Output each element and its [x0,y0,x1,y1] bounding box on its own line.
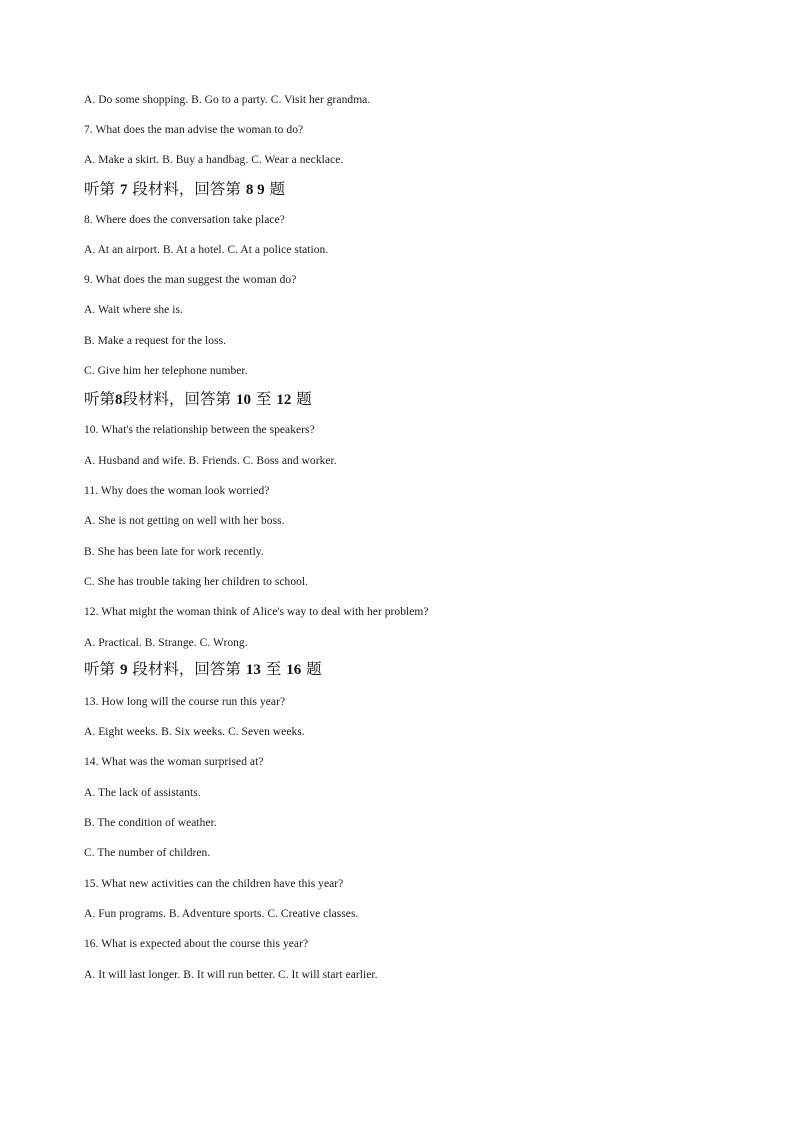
answer-option-9a: A. Wait where she is. [84,304,183,316]
question-10: 10. What's the relationship between the speakers? [84,424,315,436]
question-12: 12. What might the woman think of Alice's way to deal with her problem? [84,606,429,618]
section-heading-7: 听第 7 段材料，回答第 8 9 题 [84,180,286,198]
question-7: 7. What does the man advise the woman to do? [84,124,304,136]
answer-option-9c: C. Give him her telephone number. [84,365,248,377]
answer-options-q12: A. Practical. B. Strange. C. Wrong. [84,637,248,649]
question-8: 8. Where does the conversation take place? [84,214,285,226]
answer-option-9b: B. Make a request for the loss. [84,335,227,347]
section-heading-9: 听第 9 段材料，回答第 13 至 16 题 [84,660,322,678]
answer-options-q16: A. It will last longer. B. It will run better. C. It will start earlier. [84,969,378,981]
question-15: 15. What new activities can the children have this year? [84,878,344,890]
question-13: 13. How long will the course run this year? [84,696,286,708]
answer-options-q8: A. At an airport. B. At a hotel. C. At a police station. [84,244,329,256]
answer-option-14a: A. The lack of assistants. [84,787,201,799]
question-9: 9. What does the man suggest the woman do? [84,274,297,286]
answer-option-11b: B. She has been late for work recently. [84,546,264,558]
question-14: 14. What was the woman surprised at? [84,756,264,768]
question-11: 11. Why does the woman look worried? [84,485,270,497]
answer-options-q15: A. Fun programs. B. Adventure sports. C. Creative classes. [84,908,359,920]
question-16: 16. What is expected about the course this year? [84,938,309,950]
answer-option-14b: B. The condition of weather. [84,817,217,829]
answer-option-11a: A. She is not getting on well with her boss. [84,515,285,527]
answer-option-14c: C. The number of children. [84,847,211,859]
answer-options-q13: A. Eight weeks. B. Six weeks. C. Seven weeks. [84,726,305,738]
answer-options-q10: A. Husband and wife. B. Friends. C. Boss and worker. [84,455,337,467]
answer-options-q7: A. Make a skirt. B. Buy a handbag. C. Wear a necklace. [84,154,344,166]
answer-options-q6: A. Do some shopping. B. Go to a party. C. Visit her grandma. [84,94,371,106]
answer-option-11c: C. She has trouble taking her children to school. [84,576,309,588]
section-heading-8: 听第8段材料，回答第 10 至 12 题 [84,390,312,408]
